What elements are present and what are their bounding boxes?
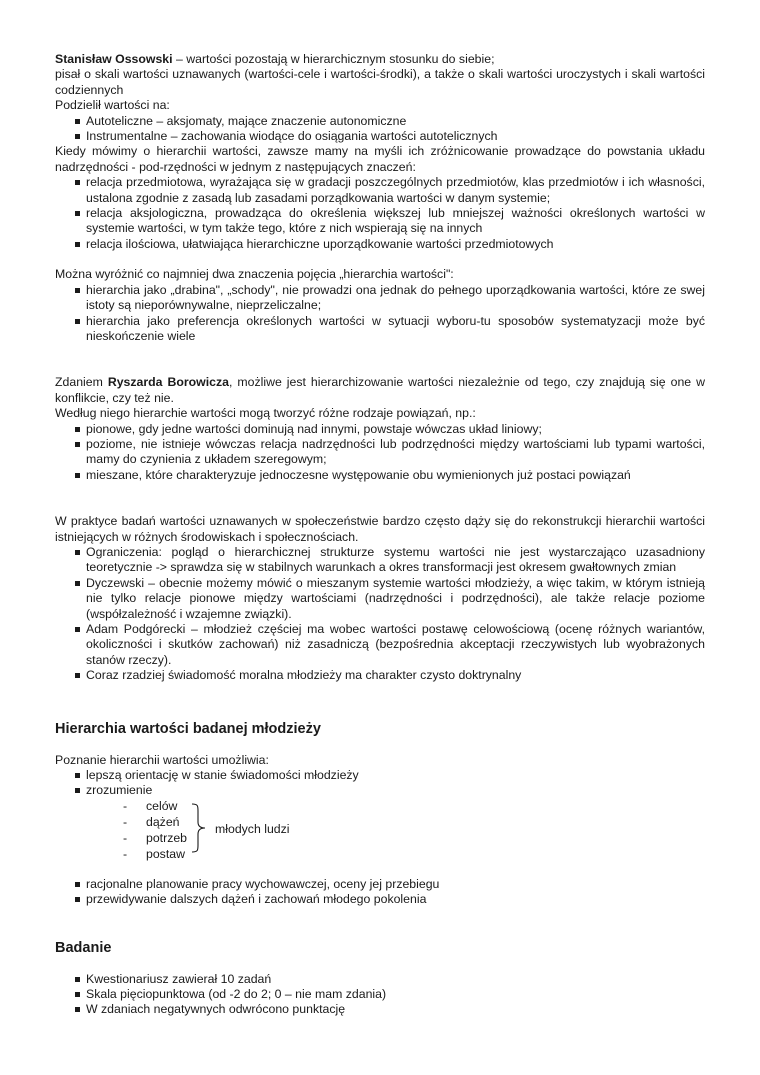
list-item: mieszane, które charakteryzuje jednoczesne występowanie obu wymienionych już postaci powiązań <box>55 468 705 483</box>
list-item: przewidywanie dalszych dążeń i zachowań młodego pokolenia <box>55 892 705 907</box>
list-item: Skala pięciopunktowa (od -2 do 2; 0 – nie mam zdania) <box>55 987 705 1002</box>
list-item: zrozumienie <box>55 783 705 798</box>
list-item: relacja ilościowa, ułatwiająca hierarchiczne uporządkowanie wartości przedmiotowych <box>55 237 705 252</box>
section-heading-youth: Hierarchia wartości badanej młodzieży <box>55 720 321 737</box>
meanings-list <box>55 283 705 345</box>
list-item: lepszą orientację w stanie świadomości młodzieży <box>55 768 705 783</box>
list-item: racjonalne planowanie pracy wychowawczej, oceny jej przebiegu <box>55 877 705 892</box>
youth-intro: Poznanie hierarchii wartości umożliwia: <box>55 752 269 767</box>
hierarchy-intro: Kiedy mówimy o hierarchii wartości, zawsze mamy na myśli ich zróżnicowanie prowadzące do powstania układu nadrzędności - pod-rzędności w jednym z następujących znaczeń: <box>55 144 705 174</box>
borowicz-name: Ryszarda Borowicza <box>107 375 229 390</box>
borowicz-intro: Zdaniem Ryszarda Borowicza, możliwe jest hierarchizowanie wartości niezależnie od tego, czy znajdują się one w konflikcie, czy też nie. <box>55 375 705 405</box>
list-item: poziome, nie istnieje wówczas relacja nadrzędności lub podrzędności między wartościami lub typami wartości, mamy do czynienia z układem szeregowym; <box>55 437 705 468</box>
list-item: pionowe, gdy jedne wartości dominują nad innymi, powstaje wówczas układ liniowy; <box>55 422 705 437</box>
list-item: Adam Podgórecki – młodzież częściej ma wobec wartości postawę celowościową (ocenę różnych wariantów, okoliczności i skutków zachowań) niż zasadniczą (bezpośrednia akceptacji rzeczywistych lub wyobrażonych stanów rzeczy). <box>55 622 705 668</box>
value-division-list <box>55 114 705 145</box>
list-item: Coraz rzadziej świadomość moralna młodzieży ma charakter czysto doktrynalny <box>55 668 705 683</box>
ossowski-scales: pisał o skali wartości uznawanych (wartości-cele i wartości-środki), a także o skali wartości uroczystych i skali wartości codziennych <box>55 67 705 97</box>
list-item: W zdaniach negatywnych odwrócono punktację <box>55 1002 705 1017</box>
list-item: relacja przedmiotowa, wyrażająca się w gradacji poszczególnych przedmiotów, klas przedmiotów i ich własności, ustalona zgodnie z zasadą lub zasadami porządkowania wartości w danym systemie; <box>55 175 705 206</box>
practice-list <box>55 545 705 684</box>
youth-list-a <box>55 768 705 799</box>
connections-list <box>55 422 705 484</box>
youth-list-b <box>55 877 705 908</box>
list-item: Ograniczenia: pogląd o hierarchicznej strukturze systemu wartości nie jest wystarczająco uzasadniony teoretycznie -> sprawdza się w stabilnych warunkach a okres transformacji jest okresem gwałtownych zmian <box>55 545 705 576</box>
list-item: Dyczewski – obecnie możemy mówić o mieszanym systemie wartości młodzieży, a więc takim, w którym istnieją nie tylko relacje pionowe między wartościami (nadrzędności i podrzędności), ale także relacje poziome (współzależność i wzajemne związki). <box>55 576 705 622</box>
list-item: relacja aksjologiczna, prowadząca do określenia większej lub mniejszej ważności określonych wartości w systemie wartości, w tym także tego, które z nich wspierają się na innych <box>55 206 705 237</box>
list-item: Instrumentalne – zachowania wiodące do osiągania wartości autotelicznych <box>55 129 705 144</box>
list-item: hierarchia jako „drabina", „schody", nie prowadzi ona jednak do pełnego uporządkowania wartości, które ze swej istoty są nieporównywalne, nieprzeliczalne; <box>55 283 705 314</box>
practice-intro: W praktyce badań wartości uznawanych w społeczeństwie bardzo często dąży się do rekonstrukcji hierarchii wartości istniejących w różnych środowiskach i społecznościach. <box>55 514 705 544</box>
ossowski-divided: Podzielił wartości na: <box>55 98 170 113</box>
relations-list <box>55 175 705 252</box>
list-item: Kwestionariusz zawierał 10 zadań <box>55 972 705 987</box>
document-page <box>55 52 705 1018</box>
meanings-intro: Można wyróżnić co najmniej dwa znaczenia pojęcia „hierarchia wartości": <box>55 267 454 282</box>
list-item: hierarchia jako preferencja określonych wartości w sytuacji wyboru-tu sposobów systematyzacji może być nieskończenie wiele <box>55 314 705 345</box>
study-list <box>55 972 705 1018</box>
understanding-sublist: - celów - dążeń - potrzeb - postaw młodych ludzi <box>123 798 290 861</box>
connections-intro: Według niego hierarchie wartości mogą tworzyć różne rodzaje powiązań, np.: <box>55 406 476 421</box>
section-heading-study: Badanie <box>55 939 112 956</box>
ossowski-name: Stanisław Ossowski <box>55 52 173 66</box>
list-item: Autoteliczne – aksjomaty, mające znaczenie autonomiczne <box>55 114 705 129</box>
ossowski-intro: Stanisław Ossowski – wartości pozostają w hierarchicznym stosunku do siebie; <box>55 52 495 66</box>
brace-label: młodych ludzi <box>215 821 290 836</box>
right-brace-icon <box>190 803 210 853</box>
